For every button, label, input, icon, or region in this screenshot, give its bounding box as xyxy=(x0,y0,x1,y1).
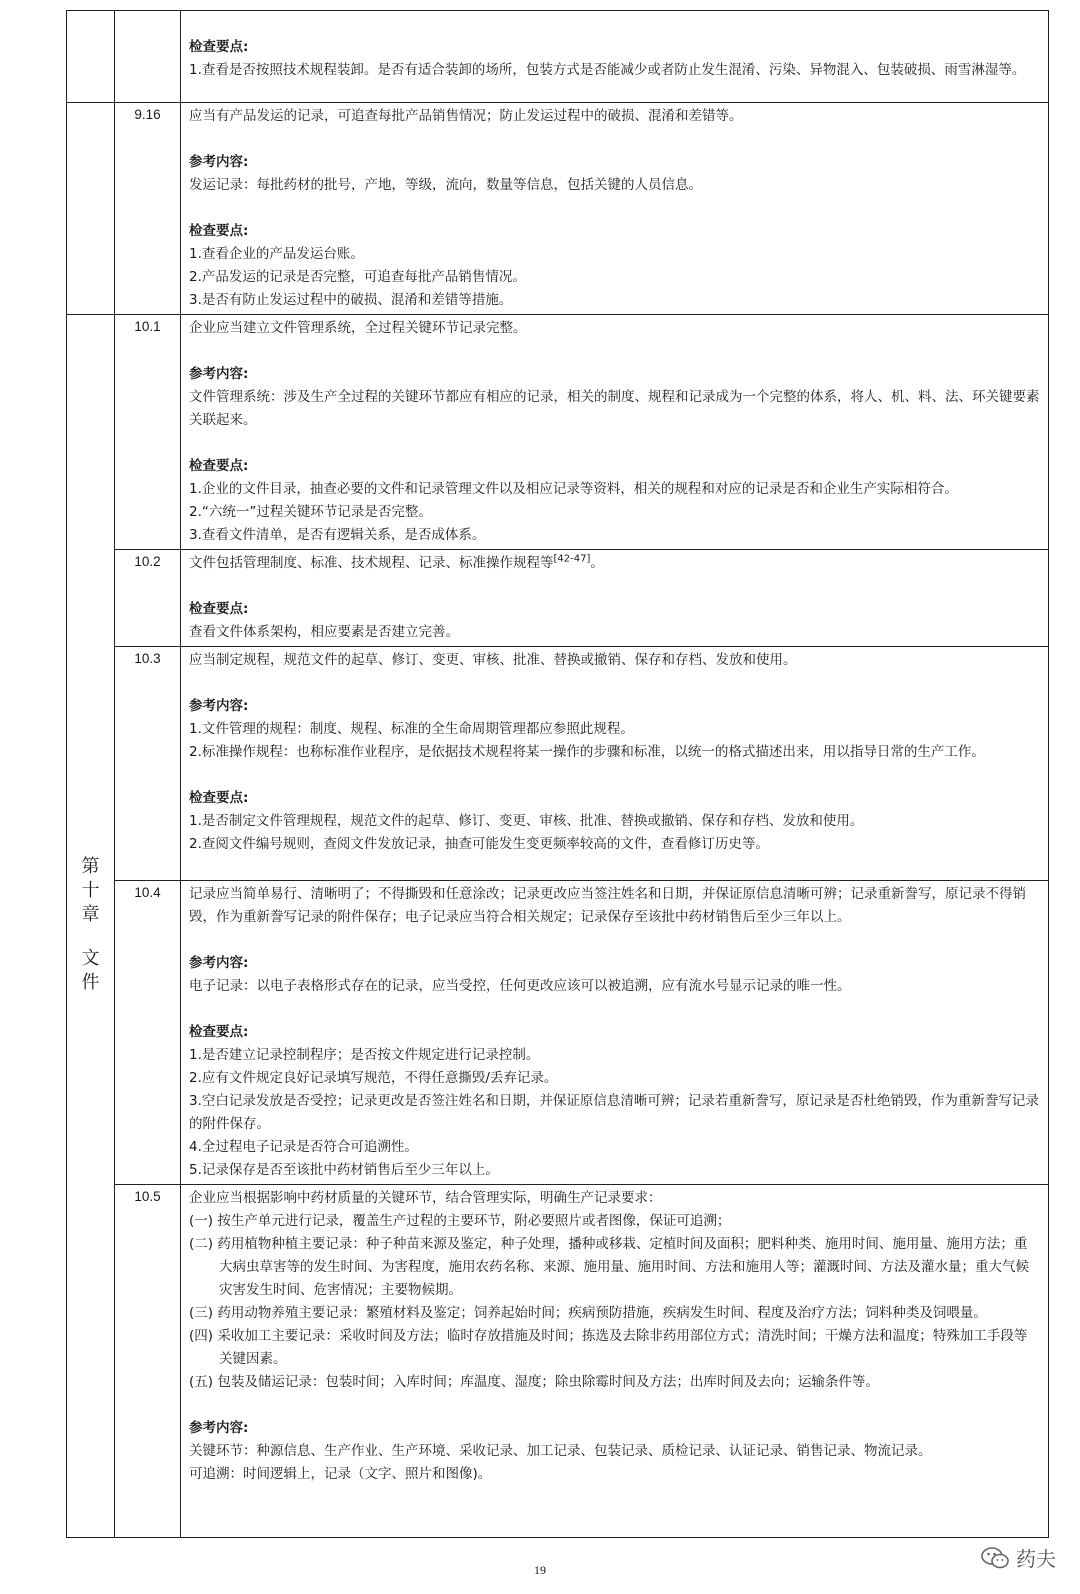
inspect-item: 查看文件体系架构，相应要素是否建立完善。 xyxy=(189,624,459,640)
inspect-item: 1.查看企业的产品发运台账。 xyxy=(189,246,364,262)
standards-table xyxy=(66,10,1049,1538)
inspect-item: 4.全过程电子记录是否符合可追溯性。 xyxy=(189,1139,418,1155)
table-row xyxy=(67,881,1049,1185)
inspect-item: 3.空白记录发放是否受控；记录更改是否签注姓名和日期，并保证原信息清晰可辨；记录若重新誊写，原记录是否杜绝销毁，作为重新誊写记录的附件保存。 xyxy=(189,1093,1039,1132)
inspect-label: 检查要点: xyxy=(189,223,249,239)
chapter-cell-prev xyxy=(67,11,115,103)
inspect-label: 检查要点: xyxy=(189,601,249,617)
reference-label: 参考内容: xyxy=(189,955,249,971)
sub-item-text: 按生产单元进行记录，覆盖生产过程的主要环节，附必要照片或者图像，保证可追溯； xyxy=(217,1213,731,1229)
wechat-icon xyxy=(980,1546,1010,1570)
inspect-item: 1.查看是否按照技术规程装卸。是否有适合装卸的场所，包装方式是否能减少或者防止发生混淆、污染、异物混入、包装破损、雨雪淋湿等。 xyxy=(189,62,1026,78)
inspect-item: 3.是否有防止发运过程中的破损、混淆和差错等措施。 xyxy=(189,292,513,308)
clause-content xyxy=(181,1185,1049,1538)
sub-item-marker: (三) xyxy=(189,1305,214,1321)
sub-item xyxy=(189,1325,1040,1371)
clause-number: 10.1 xyxy=(115,315,181,550)
clause-number: 10.5 xyxy=(115,1185,181,1538)
inspect-label: 检查要点: xyxy=(189,458,249,474)
inspect-item: 1.企业的文件目录，抽查必要的文件和记录管理文件以及相应记录等资料，相关的规程和对应的记录是否和企业生产实际相符合。 xyxy=(189,481,958,497)
table-row xyxy=(67,1185,1049,1538)
sub-item-text: 药用植物种植主要记录：种子种苗来源及鉴定，种子处理，播种或移栽、定植时间及面积；肥料种类、施用时间、施用量、施用方法；重大病虫草害等的发生时间、为害程度，施用农药名称、来源、施用量、施用时间、方法和施用人等；灌溉时间、方法及灌水量；重大气候灾害发生时间、危害情况；主要物候期。 xyxy=(217,1236,1029,1298)
table-row xyxy=(67,103,1049,315)
reference-item: 关键环节：种源信息、生产作业、生产环境、采收记录、加工记录、包装记录、质检记录、认证记录、销售记录、物流记录。 xyxy=(189,1443,932,1459)
sub-item-marker: (二) xyxy=(189,1236,214,1252)
reference-label: 参考内容: xyxy=(189,154,249,170)
requirement-text: 应当有产品发运的记录，可追查每批产品销售情况；防止发运过程中的破损、混淆和差错等。 xyxy=(189,108,743,124)
inspect-item: 3.查看文件清单，是否有逻辑关系，是否成体系。 xyxy=(189,527,486,543)
clause-number: 9.16 xyxy=(115,103,181,315)
reference-item: 2.标准操作规程：也称标准作业程序，是依据技术规程将某一操作的步骤和标准，以统一的格式描述出来，用以指导日常的生产工作。 xyxy=(189,744,985,760)
requirement-text: 应当制定规程，规范文件的起草、修订、变更、审核、批准、替换或撤销、保存和存档、发放和使用。 xyxy=(189,652,797,668)
reference-item: 1.文件管理的规程：制度、规程、标准的全生命周期管理都应参照此规程。 xyxy=(189,721,634,737)
inspect-item: 5.记录保存是否至该批中药材销售后至少三年以上。 xyxy=(189,1162,499,1178)
clause-content xyxy=(181,647,1049,881)
inspect-label: 检查要点: xyxy=(189,790,249,806)
clause-number: 10.4 xyxy=(115,881,181,1185)
clause-number xyxy=(115,11,181,103)
page-number: 19 xyxy=(534,1563,546,1577)
inspect-item: 1.是否制定文件管理规程，规范文件的起草、修订、变更、审核、批准、替换或撤销、保存和存档、发放和使用。 xyxy=(189,813,864,829)
inspect-item: 2.应有文件规定良好记录填写规范，不得任意撕毁/丢弃记录。 xyxy=(189,1070,558,1086)
reference-item: 文件管理系统：涉及生产全过程的关键环节都应有相应的记录，相关的制度、规程和记录成为一个完整的体系，将人、机、料、法、环关键要素关联起来。 xyxy=(189,389,1040,428)
requirement-text: 记录应当简单易行、清晰明了；不得撕毁和任意涂改；记录更改应当签注姓名和日期，并保证原信息清晰可辨；记录重新誊写，原记录不得销毁，作为重新誊写记录的附件保存；电子记录应当符合相关规定；记录保存至该批中药材销售后至少三年以上。 xyxy=(189,886,1026,925)
table-row xyxy=(67,647,1049,881)
sub-item-marker: (五) xyxy=(189,1374,214,1390)
requirement-text: 企业应当根据影响中药材质量的关键环节，结合管理实际，明确生产记录要求： xyxy=(189,1190,662,1206)
table-row xyxy=(67,11,1049,103)
requirement-text xyxy=(189,552,1040,575)
sub-item xyxy=(189,1210,1040,1233)
clause-content xyxy=(181,11,1049,103)
citation-ref: [42-47] xyxy=(553,553,591,565)
clause-number: 10.2 xyxy=(115,550,181,647)
sub-item-text: 采收加工主要记录：采收时间及方法；临时存放措施及时间；拣选及去除非药用部位方式；清洗时间；干燥方法和温度；特殊加工手段等关键因素。 xyxy=(217,1328,1028,1367)
sub-item xyxy=(189,1233,1040,1302)
reference-item: 可追溯：时间逻辑上，记录（文字、照片和图像)。 xyxy=(189,1466,492,1482)
clause-number: 10.3 xyxy=(115,647,181,881)
reference-label: 参考内容: xyxy=(189,698,249,714)
requirement-text: 企业应当建立文件管理系统，全过程关键环节记录完整。 xyxy=(189,320,527,336)
requirement-end: 。 xyxy=(590,555,604,571)
sub-item-marker: (一) xyxy=(189,1213,214,1229)
clause-content xyxy=(181,315,1049,550)
reference-item: 发运记录：每批药材的批号，产地，等级，流向，数量等信息，包括关键的人员信息。 xyxy=(189,177,702,193)
reference-item: 电子记录：以电子表格形式存在的记录，应当受控，任何更改应该可以被追溯，应有流水号显示记录的唯一性。 xyxy=(189,978,851,994)
inspect-item: 1.是否建立记录控制程序；是否按文件规定进行记录控制。 xyxy=(189,1047,540,1063)
clause-content xyxy=(181,550,1049,647)
sub-item-text: 包装及储运记录：包装时间；入库时间；库温度、湿度；除虫除霉时间及方法；出库时间及去向；运输条件等。 xyxy=(217,1374,879,1390)
chapter-cell xyxy=(67,315,115,1538)
sub-item-marker: (四) xyxy=(189,1328,214,1344)
sub-item-text: 药用动物养殖主要记录：繁殖材料及鉴定；饲养起始时间；疾病预防措施，疾病发生时间、程度及治疗方法；饲料种类及饲喂量。 xyxy=(217,1305,987,1321)
table-row xyxy=(67,550,1049,647)
sub-item xyxy=(189,1302,1040,1325)
inspect-label: 检查要点: xyxy=(189,1024,249,1040)
reference-label: 参考内容: xyxy=(189,1420,249,1436)
watermark-text: 药夫 xyxy=(1016,1547,1056,1571)
chapter-title: 第 十 章 文 件 xyxy=(81,856,100,993)
inspect-item: 2.产品发运的记录是否完整，可追查每批产品销售情况。 xyxy=(189,269,526,285)
sub-item xyxy=(189,1371,1040,1394)
table-row xyxy=(67,315,1049,550)
inspect-label: 检查要点: xyxy=(189,39,249,55)
watermark xyxy=(980,1543,1056,1572)
clause-content xyxy=(181,881,1049,1185)
reference-label: 参考内容: xyxy=(189,366,249,382)
chapter-cell-prev xyxy=(67,103,115,315)
clause-content xyxy=(181,103,1049,315)
inspect-item: 2.“六统一”过程关键环节记录是否完整。 xyxy=(189,504,432,520)
requirement-main: 文件包括管理制度、标准、技术规程、记录、标准操作规程等 xyxy=(189,555,554,571)
inspect-item: 2.查阅文件编号规则，查阅文件发放记录，抽查可能发生变更频率较高的文件，查看修订历史等。 xyxy=(189,836,769,852)
